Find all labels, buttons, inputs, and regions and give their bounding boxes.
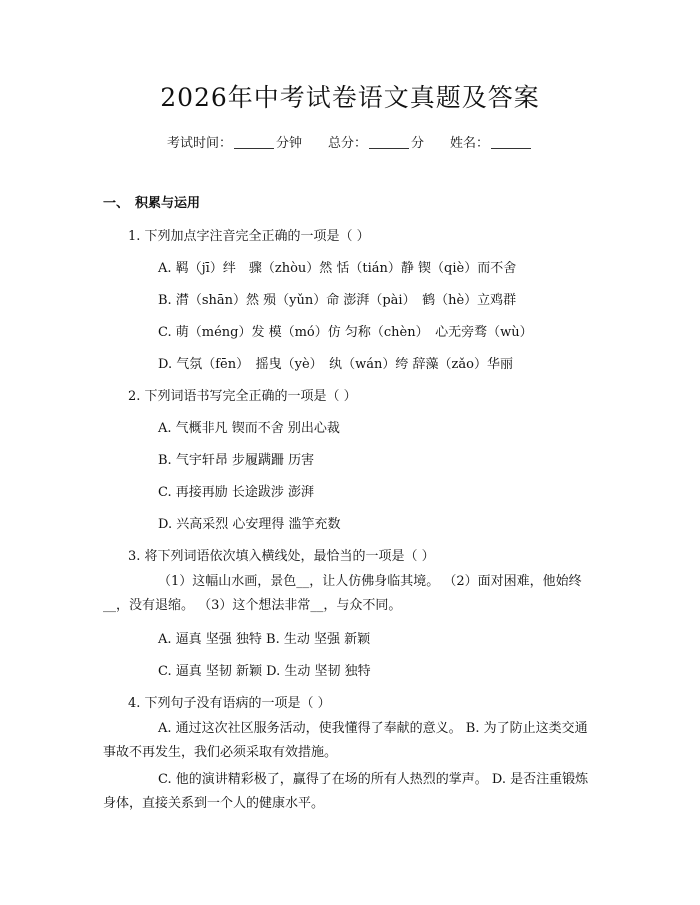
question-1-option-a: A. 羁（jī）绊 骤（zhòu）然 恬（tián）静 锲（qiè）而不舍 — [158, 261, 517, 276]
score-unit: 分 — [411, 136, 425, 151]
question-3-sentences: （1）这幅山水画，景色__，让人仿佛身临其境。 （2）面对困难，他始终__，没有退缩。 （3）这个想法非常__，与众不同。 — [103, 574, 582, 613]
time-blank — [234, 148, 274, 149]
time-unit: 分钟 — [275, 136, 302, 151]
question-2-option-b: B. 气宇轩昂 步履蹒跚 历害 — [158, 453, 315, 468]
question-1-option-d: D. 气氛（fēn） 摇曳（yè） 纨（wán）绔 辞藻（zǎo）华丽 — [158, 357, 513, 372]
score-blank — [369, 148, 409, 149]
section-heading — [103, 192, 200, 211]
question-3-stem: 3. 将下列词语依次填入横线处，最恰当的一项是（ ） — [128, 549, 435, 564]
name-blank — [491, 148, 531, 149]
question-1-option-c: C. 萌（méng）发 模（mó）仿 匀称（chèn） 心无旁骛（wù） — [158, 325, 533, 340]
name-label: 姓名： — [450, 136, 490, 151]
section-title: 积累与运用 — [135, 196, 201, 211]
question-3-options-ab: A. 逼真 坚强 独特 B. 生动 坚强 新颖 — [158, 632, 371, 647]
score-label: 总分： — [327, 136, 367, 151]
question-2-stem: 2. 下列词语书写完全正确的一项是（ ） — [128, 389, 357, 404]
question-2-option-d: D. 兴高采烈 心安理得 滥竽充数 — [158, 517, 341, 532]
question-4-stem: 4. 下列句子没有语病的一项是（ ） — [128, 696, 331, 711]
question-4-options-cd: C. 他的演讲精彩极了，赢得了在场的所有人热烈的掌声。 D. 是否注重锻炼身体，直接关系到一个人的健康水平。 — [103, 772, 589, 811]
question-1-stem: 1. 下列加点字注音完全正确的一项是（ ） — [128, 229, 370, 244]
page-title: 2026年中考试卷语文真题及答案 — [160, 83, 540, 112]
question-2-option-c: C. 再接再励 长途跋涉 澎湃 — [158, 485, 315, 500]
exam-info-line — [0, 132, 700, 151]
question-1-option-b: B. 潸（shān）然 殒（yǔn）命 澎湃（pài） 鹤（hè）立鸡群 — [158, 293, 517, 308]
question-2-option-a: A. 气概非凡 锲而不舍 别出心裁 — [158, 421, 340, 436]
question-3-options-cd: C. 逼真 坚韧 新颖 D. 生动 坚韧 独特 — [158, 664, 371, 679]
question-4-options-ab: A. 通过这次社区服务活动，使我懂得了奉献的意义。 B. 为了防止这类交通事故不再发生，我们必须采取有效措施。 — [103, 721, 588, 760]
section-number: 一、 — [103, 196, 130, 211]
time-label: 考试时间： — [166, 136, 232, 151]
